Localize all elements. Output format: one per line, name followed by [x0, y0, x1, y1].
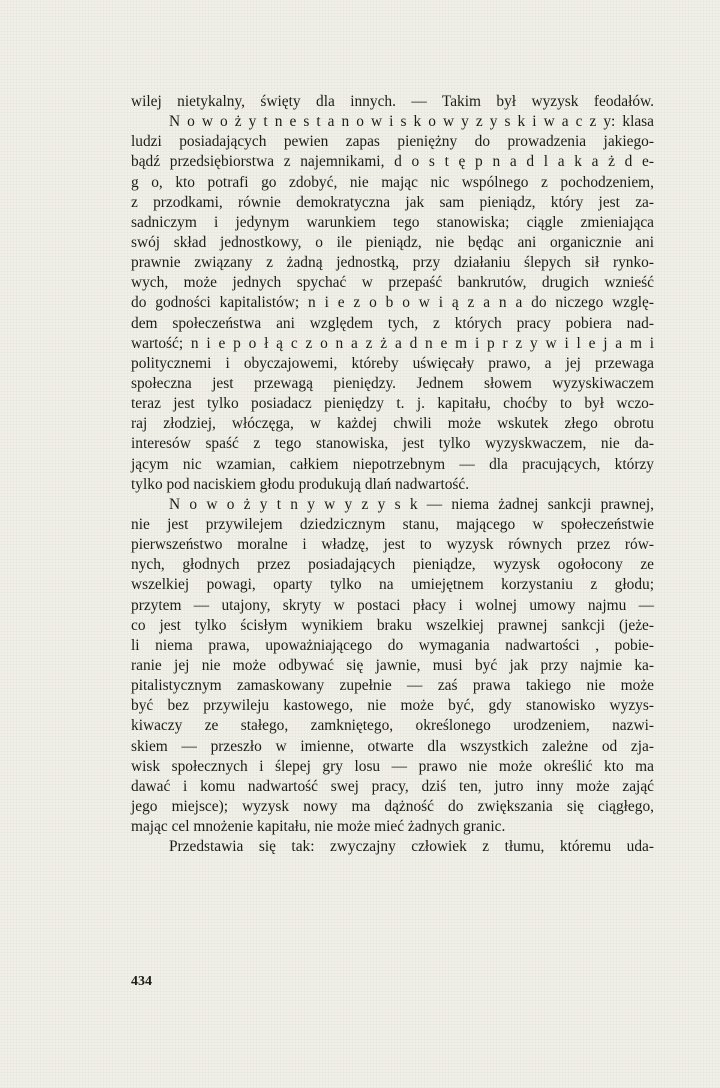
text-line: przytem — utajony, skryty w postaci płacy i wolnej umowy najmu —	[131, 596, 654, 614]
text-line: co jest tylko ścisłym wynikiem braku wszelkiej prawnej sankcji (jeże-	[131, 616, 654, 634]
text-line: jego miejsce); wyzysk nowy ma dążność do zwiększania się ciągłego,	[131, 797, 654, 815]
text-line: z przodkami, równie demokratyczna jak sam pieniądz, który jest za-	[131, 193, 654, 211]
text-line: nie jest przywilejem dziedzicznym stanu, mającego w społeczeństwie	[131, 515, 654, 533]
text-line: nych, głodnych przez posiadających pieniądze, wyzysk ogołocony ze	[131, 556, 654, 574]
text-line: społeczna jest przewagą pieniędzy. Jednem słowem wyzyskiwaczem	[131, 374, 654, 392]
text-line: interesów spaść z tego stanowiska, jest tylko wyzyskwaczem, nie da-	[131, 435, 654, 453]
text-line: tylko pod naciskiem głodu produkują dlań nadwartość.	[131, 475, 470, 493]
text-line: ranie jej nie może odbywać się jawnie, musi być jak przy najmie ka-	[131, 656, 654, 674]
text-line: ludzi posiadających pewien zapas pieniężny do prowadzenia jakiego-	[131, 133, 654, 151]
text-line: N o w o ż y t n y w y z y s k — niema żadnej sankcji prawnej,	[169, 495, 654, 513]
text-line: prawnie związany z żadną jednostką, przy działaniu ślepych sił rynko-	[131, 254, 654, 272]
text-line: pierwszeństwo moralne i władzę, jest to wyzysk równych przez rów-	[131, 536, 654, 554]
text-line: wilej nietykalny, święty dla innych. — Takim był wyzysk feodałów.	[131, 93, 654, 110]
text-line: teraz jest tylko posiadacz pieniędzy t. j. kapitału, choćby to był wczo-	[131, 395, 654, 413]
text-line: wych, może jednych spychać w przepaść bankrutów, drugich wznieść	[131, 274, 654, 292]
text-line: Przedstawia się tak: zwyczajny człowiek z tłumu, któremu uda-	[169, 838, 654, 856]
text-line: mając cel mnożenie kapitału, nie może mieć żadnych granic.	[131, 818, 506, 836]
body-text	[131, 92, 654, 857]
text-line: być bez przywileju kastowego, nie może być, gdy stanowisko wyzys-	[131, 697, 654, 715]
text-line: politycznemi i obyczajowemi, któreby uświęcały prawo, a jej przewaga	[131, 354, 654, 372]
text-line: N o w o ż y t n e s t a n o w i s k o w y z y s k i w a c z y: klasa	[169, 113, 654, 131]
page-number: 434	[131, 974, 152, 989]
text-line: dem społeczeństwa ani względem tych, z których pracy pobiera nad-	[131, 314, 654, 332]
text-line: swój skład jednostkowy, o ile pieniądz, nie będąc ani organicznie ani	[131, 233, 654, 251]
text-line: kiwaczy ze stałego, zamkniętego, określonego urodzeniem, nazwi-	[131, 717, 654, 735]
text-line: jącym nic wzamian, całkiem niepotrzebnym — dla pracujących, którzy	[131, 455, 654, 473]
text-line: g o, kto potrafi go zdobyć, nie mając nic wspólnego z pochodzeniem,	[131, 173, 654, 191]
text-line: sadniczym i jedynym warunkiem tego stanowiska; ciągle zmieniająca	[131, 213, 654, 231]
text-line: wszelkiej powagi, oparty tylko na umiejętnem korzystaniu z głodu;	[131, 576, 654, 594]
text-line: pitalistycznym zamaskowany zupełnie — zaś prawa takiego nie może	[131, 677, 654, 695]
text-line: do godności kapitalistów; n i e z o b o w i ą z a n a do niczego wzglę-	[131, 294, 654, 312]
text-line: li niema prawa, upoważniającego do wymagania nadwartości , pobie-	[131, 636, 654, 654]
text-line: skiem — przeszło w imienne, otwarte dla wszystkich zależne od zja-	[131, 737, 654, 755]
text-line: wisk społecznych i ślepej gry losu — prawo nie może określić kto ma	[131, 757, 654, 775]
text-line: dawać i komu nadwartość swej pracy, dziś ten, jutro inny może zająć	[131, 777, 654, 795]
text-line: raj złodziej, włóczęga, w każdej chwili może wskutek złego obrotu	[131, 415, 654, 433]
text-line: wartość; n i e p o ł ą c z o n a z ż a d n e m i p r z y w i l e j a m i	[131, 334, 654, 352]
text-line: bądź przedsiębiorstwa z najemnikami, d o s t ę p n a d l a k a ż d e-	[131, 153, 654, 171]
